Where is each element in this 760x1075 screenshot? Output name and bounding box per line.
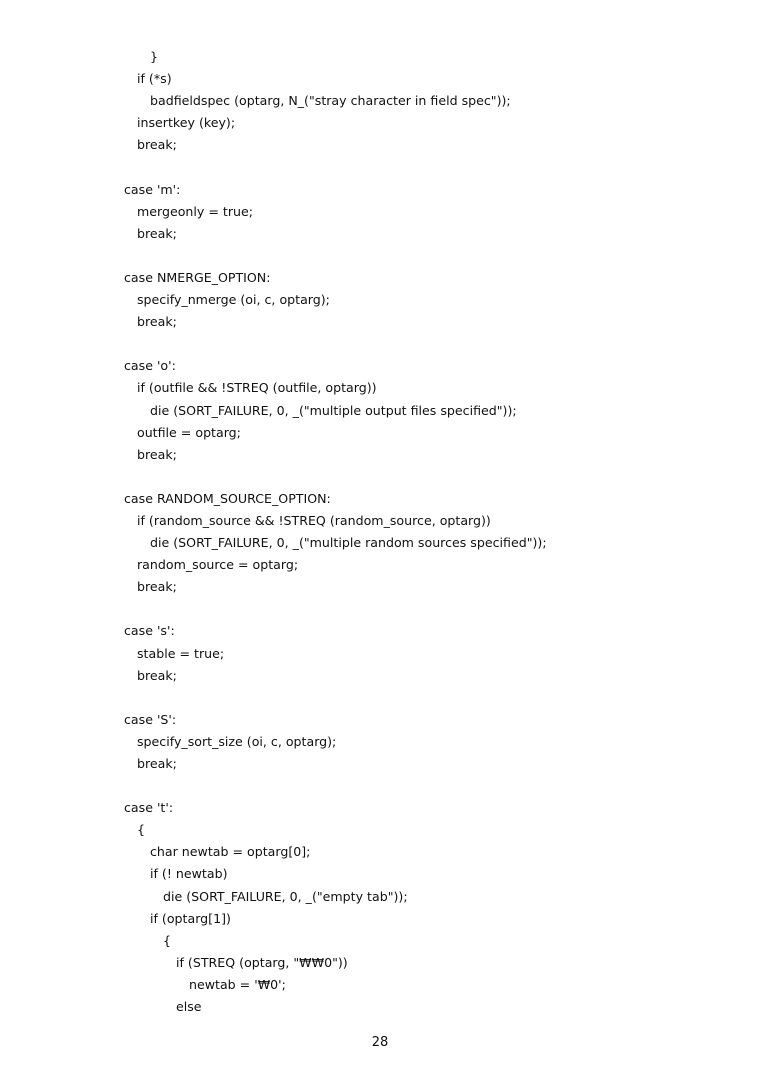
blank-line <box>124 156 724 178</box>
code-line: case 'm': <box>124 181 181 197</box>
blank-line <box>124 687 724 709</box>
code-line: break; <box>137 225 177 241</box>
code-line: case NMERGE_OPTION: <box>124 269 271 285</box>
code-line: die (SORT_FAILURE, 0, _("multiple random sources specified")); <box>150 535 547 551</box>
code-line: char newtab = optarg[0]; <box>150 844 311 860</box>
code-line: insertkey (key); <box>137 115 236 131</box>
code-line: stable = true; <box>137 645 225 661</box>
code-line: if (*s) <box>137 71 172 87</box>
code-line: specify_sort_size (oi, c, optarg); <box>137 733 337 749</box>
code-line: specify_nmerge (oi, c, optarg); <box>137 292 330 308</box>
code-listing <box>124 46 724 1018</box>
blank-line <box>124 245 724 267</box>
code-line: badfieldspec (optarg, N_("stray character in field spec")); <box>150 93 511 109</box>
code-line: die (SORT_FAILURE, 0, _("empty tab")); <box>163 888 408 904</box>
page-number: 28 <box>371 1035 389 1050</box>
code-line: break; <box>137 314 177 330</box>
code-line: case 'o': <box>124 358 176 374</box>
code-line: case 's': <box>124 623 175 639</box>
code-line: break; <box>137 446 177 462</box>
code-line: if (optarg[1]) <box>150 910 231 926</box>
code-line: break; <box>137 756 177 771</box>
code-line: case RANDOM_SOURCE_OPTION: <box>124 490 331 506</box>
code-line: if (STREQ (optarg, "₩₩0")) <box>176 954 348 970</box>
code-line: break; <box>137 579 177 595</box>
code-line: if (! newtab) <box>150 866 228 882</box>
code-line: case 'S': <box>124 711 177 727</box>
code-line: else <box>176 999 202 1015</box>
code-line: break; <box>137 137 177 153</box>
code-line: outfile = optarg; <box>137 424 241 440</box>
code-line: case 't': <box>124 800 174 816</box>
code-line: random_source = optarg; <box>137 557 299 573</box>
code-line: if (random_source && !STREQ (random_source, optarg)) <box>137 512 491 528</box>
blank-line <box>124 598 724 620</box>
code-line: mergeonly = true; <box>137 203 254 219</box>
code-line: if (outfile && !STREQ (outfile, optarg)) <box>137 380 377 396</box>
code-line: { <box>163 932 172 948</box>
code-line: } <box>150 49 159 64</box>
code-line: { <box>137 822 146 838</box>
blank-line <box>124 466 724 488</box>
code-line: die (SORT_FAILURE, 0, _("multiple output files specified")); <box>150 402 517 418</box>
code-line: break; <box>137 667 177 683</box>
blank-line <box>124 333 724 355</box>
blank-line <box>124 775 724 797</box>
code-line: newtab = '₩0'; <box>189 976 286 992</box>
